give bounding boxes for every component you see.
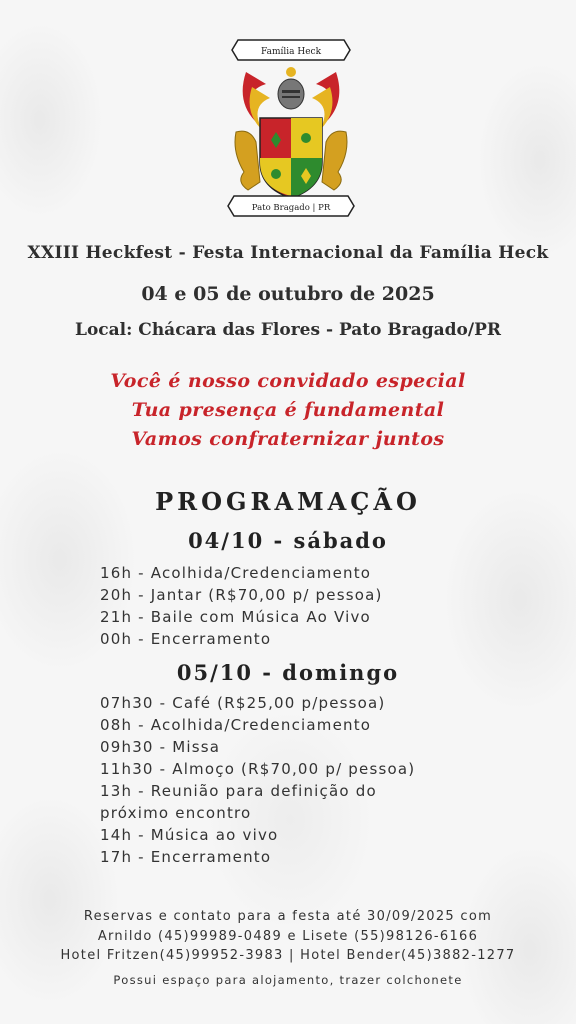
contact-line-1: Reservas e contato para a festa até 30/09/2025 com [83,909,493,924]
contact-line-3: Hotel Fritzen(45)99952-3983 | Hotel Bender(45)3882-1277 [60,948,516,963]
svg-text:Pato Bragado | PR: Pato Bragado | PR [251,203,331,213]
invite-line-2: Tua presença é fundamental [131,399,445,421]
schedule-item: próximo encontro [100,804,252,822]
contact-line-2: Arnildo (45)99989-0489 e Lisete (55)98126-6166 [97,928,479,944]
schedule-item: 09h30 - Missa [100,738,221,756]
family-crest-logo [226,32,356,218]
schedule-item: 16h - Acolhida/Credenciamento [100,564,372,582]
schedule-item: 20h - Jantar (R$70,00 p/ pessoa) [100,586,383,604]
schedule-item: 14h - Música ao vivo [100,826,279,844]
lodging-note: Possui espaço para alojamento, trazer colchonete [113,973,463,987]
schedule-list-sunday [100,692,415,868]
schedule-item: 17h - Encerramento [100,848,272,866]
invite-line-3: Vamos confraternizar juntos [131,428,445,450]
event-title: XXIII Heckfest - Festa Internacional da Família Heck [27,243,549,263]
schedule-item: 00h - Encerramento [100,630,272,648]
schedule-item: 07h30 - Café (R$25,00 p/pessoa) [100,694,386,712]
schedule-item: 21h - Baile com Música Ao Vivo [100,608,371,626]
day-label-sunday: 05/10 - domingo [176,660,400,685]
event-date: 04 e 05 de outubro de 2025 [141,283,435,305]
contact-info [0,907,576,966]
day-label-saturday: 04/10 - sábado [188,528,388,553]
event-location: Local: Chácara das Flores - Pato Bragado/PR [74,320,501,340]
invite-line-1: Você é nosso convidado especial [110,370,466,392]
svg-text:Família Heck: Família Heck [260,47,322,57]
schedule-item: 13h - Reunião para definição do [100,782,377,800]
schedule-list-saturday [100,562,383,650]
schedule-item: 11h30 - Almoço (R$70,00 p/ pessoa) [100,760,416,778]
program-heading: PROGRAMAÇÃO [155,487,421,516]
schedule-item: 08h - Acolhida/Credenciamento [100,716,372,734]
